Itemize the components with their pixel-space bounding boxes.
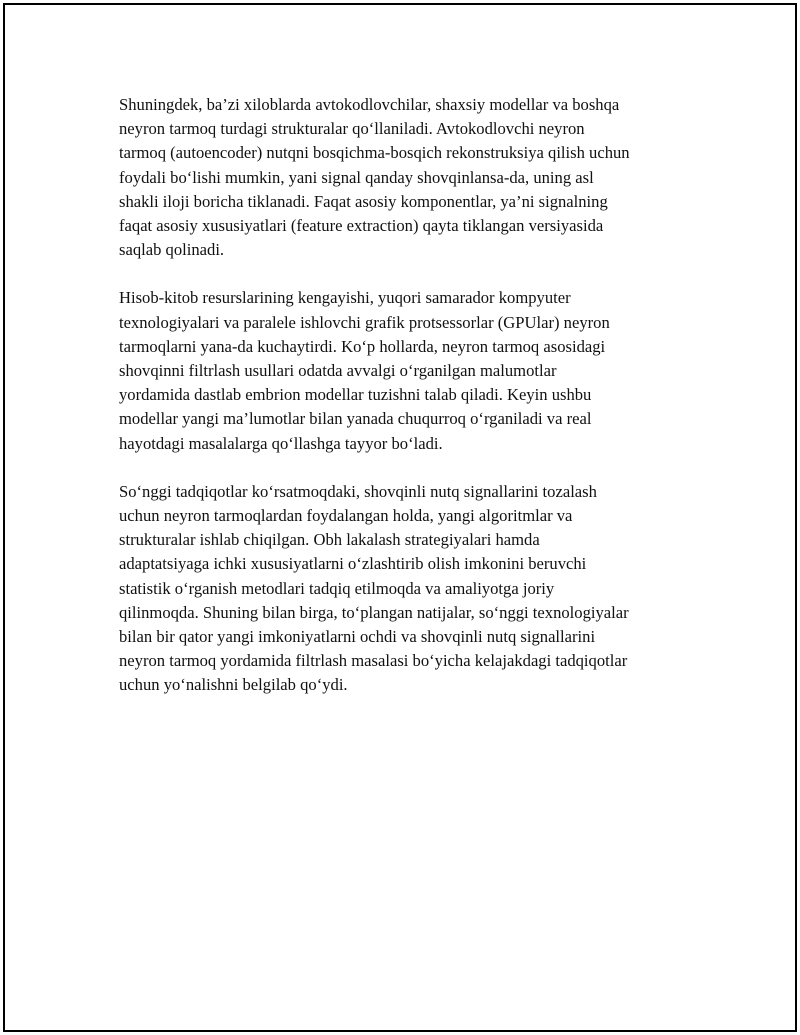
text-line: modellar yangi ma’lumotlar bilan yanada chuqurroq o‘rganiladi va real	[119, 409, 592, 429]
text-line: saqlab qolinadi.	[119, 240, 225, 260]
paragraph-1	[119, 93, 694, 262]
text-line: foydali bo‘lishi mumkin, yani signal qanday shovqinlansa-da, uning asl	[119, 167, 594, 187]
text-line: uchun neyron tarmoqlardan foydalangan holda, yangi algoritmlar va	[119, 506, 573, 526]
text-line: uchun yo‘nalishni belgilab qo‘ydi.	[119, 675, 348, 695]
text-line: shovqinni filtrlash usullari odatda avvalgi o‘rganilgan malumotlar	[119, 361, 557, 381]
text-line: tarmoqlarni yana-da kuchaytirdi. Ko‘p hollarda, neyron tarmoq asosidagi	[119, 336, 606, 356]
text-line: So‘nggi tadqiqotlar ko‘rsatmoqdaki, shovqinli nutq signallarini tozalash	[119, 481, 597, 501]
text-line: texnologiyalari va paralele ishlovchi grafik protsessorlar (GPUlar) neyron	[119, 312, 610, 332]
text-line: Shuningdek, ba’zi xiloblarda avtokodlovchilar, shaxsiy modellar va boshqa	[119, 95, 620, 114]
text-line: shakli iloji boricha tiklanadi. Faqat asosiy komponentlar, ya’ni signalning	[119, 191, 608, 211]
text-line: strukturalar ishlab chiqilgan. Obh lakalash strategiyalari hamda	[119, 530, 540, 550]
text-line: hayotdagi masalalarga qo‘llashga tayyor bo‘ladi.	[119, 433, 443, 453]
text-line: yordamida dastlab embrion modellar tuzishni talab qiladi. Keyin ushbu	[119, 385, 592, 405]
text-line: Hisob-kitob resurslarining kengayishi, yuqori samarador kompyuter	[119, 288, 571, 308]
text-line: statistik o‘rganish metodlari tadqiq etilmoqda va amaliyotga joriy	[119, 578, 555, 598]
text-line: bilan bir qator yangi imkoniyatlarni ochdi va shovqinli nutq signallarini	[119, 627, 596, 647]
paragraph-3	[119, 480, 694, 698]
paragraph-2	[119, 286, 694, 455]
text-line: qilinmoqda. Shuning bilan birga, to‘plangan natijalar, so‘nggi texnologiyalar	[119, 602, 629, 622]
text-line: adaptatsiyaga ichki xususiyatlarni o‘zlashtirib olish imkonini beruvchi	[119, 554, 587, 574]
document-body	[119, 93, 694, 722]
text-line: tarmoq (autoencoder) nutqni bosqichma-bosqich rekonstruksiya qilish uchun	[119, 143, 630, 163]
text-line: neyron tarmoq turdagi strukturalar qo‘llaniladi. Avtokodlovchi neyron	[119, 119, 585, 139]
text-line: neyron tarmoq yordamida filtrlash masalasi bo‘yicha kelajakdagi tadqiqotlar	[119, 651, 628, 671]
text-line: faqat asosiy xususiyatlari (feature extraction) qayta tiklangan versiyasida	[119, 216, 604, 236]
document-page	[3, 3, 797, 1032]
